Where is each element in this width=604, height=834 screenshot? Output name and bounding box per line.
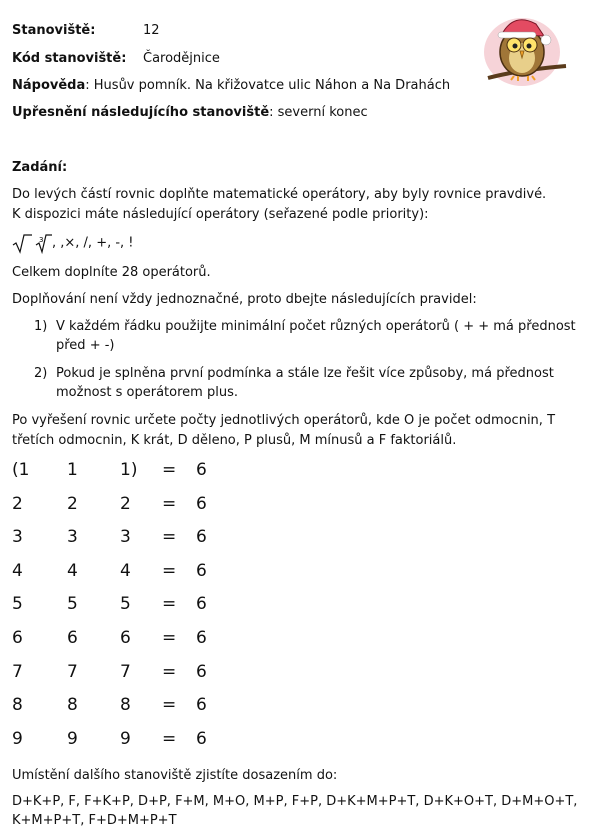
result: 6 — [196, 594, 207, 615]
result: 6 — [196, 695, 207, 716]
equals-sign: = — [162, 460, 177, 480]
footer-line-1: D+K+P, F, F+K+P, D+P, F+M, M+O, M+P, F+P, D+K+M+P+T, D+K+O+T, D+M+O+T, — [12, 794, 578, 809]
stanoviste-value: 12 — [143, 23, 160, 38]
result: 6 — [196, 728, 207, 749]
napoveda-line — [12, 77, 450, 94]
result: 6 — [196, 527, 207, 548]
intro-line-2: K dispozici máte následující operátory (seřazené podle priority): — [12, 207, 429, 222]
total-operators: Celkem doplníte 28 operátorů. — [12, 265, 211, 280]
kod-value: Čarodějnice — [143, 51, 220, 66]
result: 6 — [196, 628, 207, 648]
operand-2: 2 — [67, 493, 78, 514]
operators-line — [12, 232, 134, 254]
operand-1: 8 — [12, 695, 23, 716]
operand-3: 1) — [120, 460, 138, 480]
operand-1: (1 — [12, 460, 30, 480]
rules-intro: Doplňování není vždy jednoznačné, proto dbejte následujících pravidel: — [12, 292, 477, 307]
operand-2: 7 — [67, 661, 78, 682]
rule-1-line-2: před + -) — [56, 338, 115, 353]
equals-sign: = — [162, 560, 177, 581]
stanoviste-label: Stanoviště: — [12, 23, 96, 38]
equals-sign: = — [162, 661, 177, 682]
svg-text:3: 3 — [39, 236, 44, 244]
operand-2: 8 — [67, 695, 78, 716]
equals-sign: = — [162, 695, 177, 716]
result: 6 — [196, 560, 207, 581]
rule-1-number: 1) — [34, 319, 48, 334]
equals-sign: = — [162, 594, 177, 615]
operand-2: 3 — [67, 527, 78, 548]
operand-2: 6 — [67, 628, 78, 648]
operand-3: 5 — [120, 594, 131, 615]
footer-intro: Umístění dalšího stanoviště zjistíte dosazením do: — [12, 768, 338, 783]
result: 6 — [196, 493, 207, 514]
operand-3: 6 — [120, 628, 131, 648]
kod-label: Kód stanoviště: — [12, 51, 127, 66]
root-symbols-icon — [12, 232, 52, 254]
operand-1: 9 — [12, 728, 23, 749]
equals-sign: = — [162, 628, 177, 648]
rule-1-line-1: V každém řádku použijte minimální počet různých operátorů ( + + má přednost — [56, 319, 576, 334]
operand-1: 3 — [12, 527, 23, 548]
intro-line-1: Do levých částí rovnic doplňte matematické operátory, aby byly rovnice pravdivé. — [12, 187, 547, 202]
operand-1: 5 — [12, 594, 23, 615]
upresneni-line — [12, 104, 368, 121]
napoveda-value: : Husův pomník. Na křižovatce ulic Náhon a Na Drahách — [85, 78, 451, 93]
rule-2-line-1: Pokud je splněna první podmínka a stále lze řešit více způsoby, má přednost — [56, 366, 554, 381]
after-line-1: Po vyřešení rovnic určete počty jednotlivých operátorů, kde O je počet odmocnin, T — [12, 413, 556, 428]
operand-3: 8 — [120, 695, 131, 716]
result: 6 — [196, 661, 207, 682]
operand-3: 2 — [120, 493, 131, 514]
operand-2: 1 — [67, 460, 78, 480]
operand-1: 2 — [12, 493, 23, 514]
upresneni-value: : severní konec — [269, 105, 368, 120]
operand-3: 7 — [120, 661, 131, 682]
operand-3: 9 — [120, 728, 131, 749]
owl-icon — [478, 8, 572, 86]
napoveda-label: Nápověda — [12, 78, 86, 93]
rule-2-line-2: možnost s operátorem plus. — [56, 385, 238, 400]
operand-3: 4 — [120, 560, 131, 581]
equals-sign: = — [162, 493, 177, 514]
equals-sign: = — [162, 728, 177, 749]
operand-2: 4 — [67, 560, 78, 581]
operand-2: 5 — [67, 594, 78, 615]
upresneni-label: Upřesnění následujícího stanoviště — [12, 105, 270, 120]
operand-1: 7 — [12, 661, 23, 682]
operand-1: 6 — [12, 628, 23, 648]
operand-3: 3 — [120, 527, 131, 548]
after-line-2: třetích odmocnin, K krát, D děleno, P plusů, M mínusů a F faktoriálů. — [12, 433, 457, 448]
result: 6 — [196, 460, 207, 480]
rule-2-number: 2) — [34, 366, 48, 381]
footer-line-2: K+M+P+T, F+D+M+P+T — [12, 813, 177, 828]
equals-sign: = — [162, 527, 177, 548]
operand-1: 4 — [12, 560, 23, 581]
zadani-heading: Zadání: — [12, 160, 68, 175]
operators-text: , ,×, /, +, -, ! — [52, 235, 134, 251]
operand-2: 9 — [67, 728, 78, 749]
